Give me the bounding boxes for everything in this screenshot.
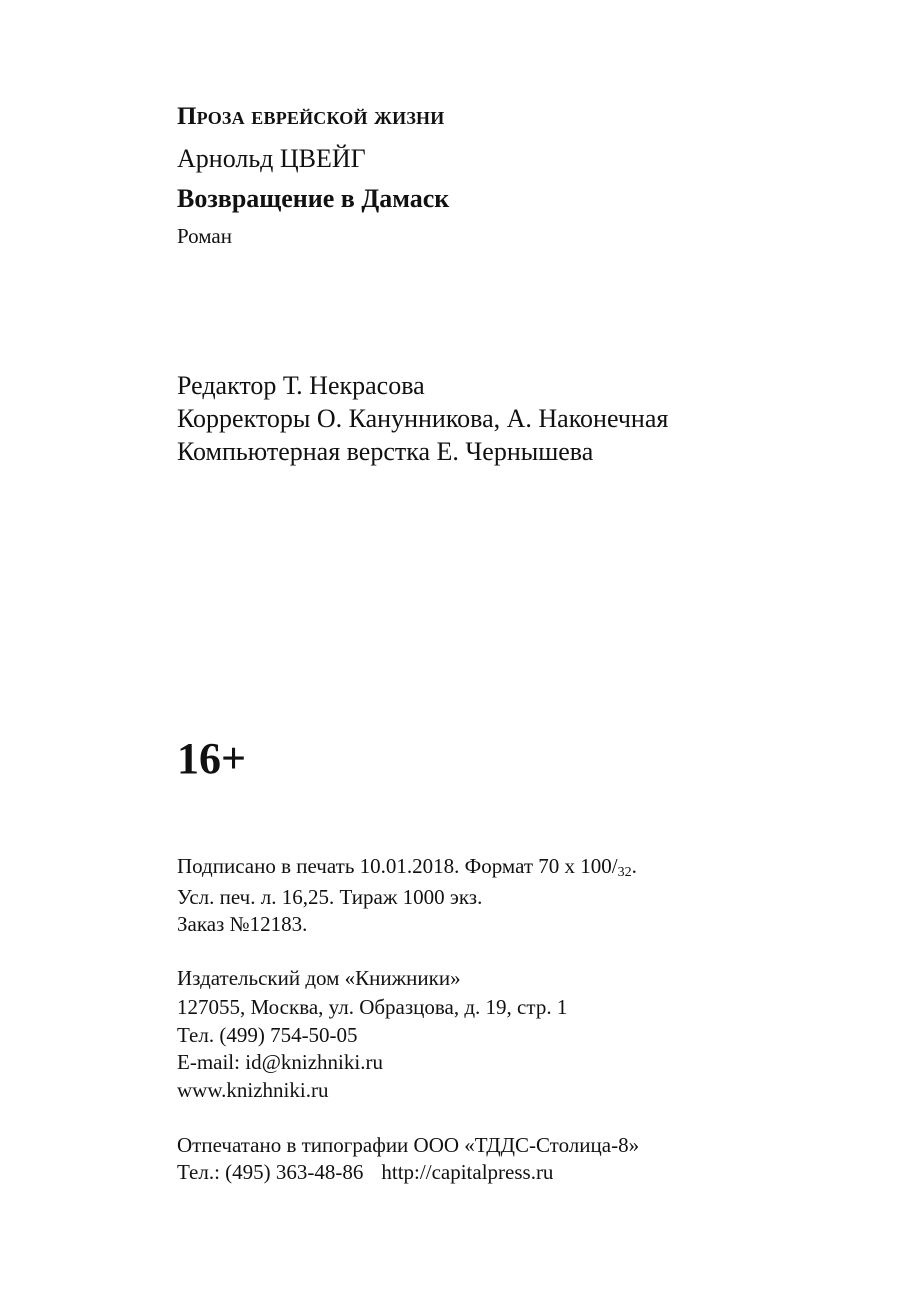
publisher-name: Издательский дом «Книжники» bbox=[177, 966, 461, 990]
print-order: Заказ №12183. bbox=[177, 912, 308, 936]
layout-credit: Компьютерная верстка Е. Чернышева bbox=[177, 437, 594, 466]
series-title: Проза еврейской жизни bbox=[177, 103, 445, 130]
publisher-website: www.knizhniki.ru bbox=[177, 1078, 329, 1102]
print-signed-format bbox=[177, 856, 637, 880]
publisher-phone: Тел. (499) 754-50-05 bbox=[177, 1023, 358, 1047]
print-volume: Усл. печ. л. 16,25. Тираж 1000 экз. bbox=[177, 885, 483, 909]
book-genre: Роман bbox=[177, 224, 232, 248]
print-signed-text: Подписано в печать 10.01.2018. Формат 70 х 100/ bbox=[177, 854, 618, 878]
book-title: Возвращение в Дамаск bbox=[177, 184, 450, 213]
publisher-email: E-mail: id@knizhniki.ru bbox=[177, 1050, 383, 1074]
format-denominator: 32 bbox=[617, 865, 632, 880]
printer-phone: Тел.: (495) 363-48-86 bbox=[177, 1160, 364, 1184]
author-name: Арнольд ЦВЕЙГ bbox=[177, 144, 366, 173]
editor-credit: Редактор Т. Некрасова bbox=[177, 371, 425, 400]
age-rating: 16+ bbox=[177, 734, 247, 783]
format-suffix: . bbox=[631, 854, 637, 878]
printer-website: http://capitalpress.ru bbox=[381, 1160, 554, 1184]
printer-name: Отпечатано в типографии ООО «ТДДС-Столица-8» bbox=[177, 1133, 640, 1157]
publisher-address: 127055, Москва, ул. Образцова, д. 19, стр. 1 bbox=[177, 995, 568, 1019]
printer-contacts bbox=[177, 1162, 553, 1183]
proofreaders-credit: Корректоры О. Канунникова, А. Наконечная bbox=[177, 404, 669, 433]
